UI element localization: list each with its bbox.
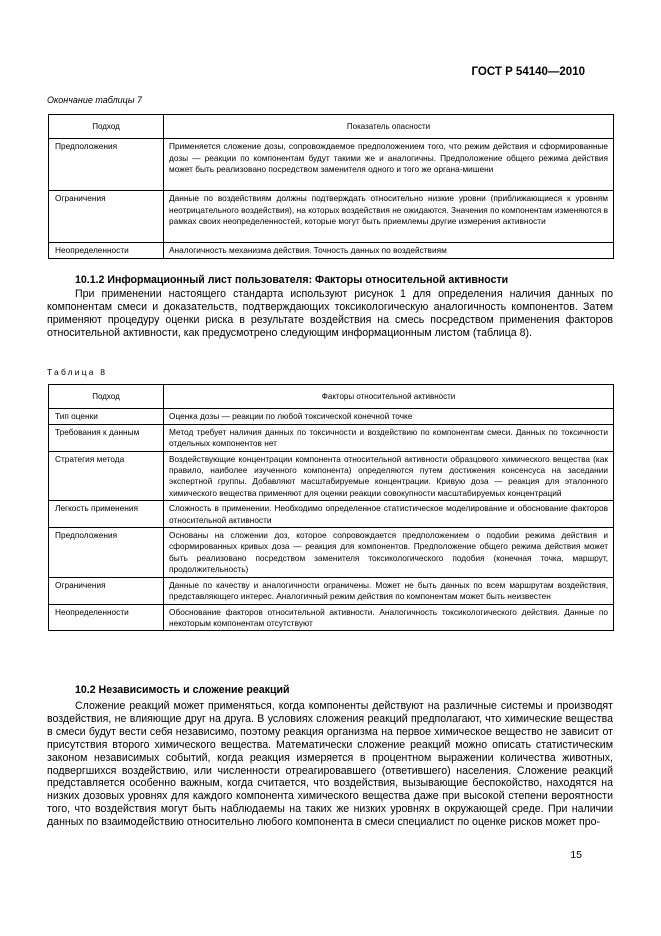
row-approach: Стратегия метода <box>49 451 164 501</box>
table7-caption: Окончание таблицы 7 <box>47 95 142 105</box>
row-approach: Тип оценки <box>49 409 164 424</box>
table-row <box>49 243 614 258</box>
row-text: Воздействующие концентрации компонента относительной активности образцового химического вещества (как правило, наиболее изученного компонента) определяются путем достижения консенсуса на заседании экспертной группы. Добавляют масштабируемые концентрации. Кривую доза — реакция для эталонного химического вещества применяют для оценки реакции совокупности масштабируемых концентраций <box>164 451 614 501</box>
document-code: ГОСТ Р 54140—2010 <box>471 66 585 78</box>
row-text: Данные по качеству и аналогичности ограничены. Может не быть данных по всем маршрутам воздействия, представляющего интерес. Аналогичный режим действия по компонентам может быть неизвестен <box>164 577 614 604</box>
table-header-row <box>49 385 614 409</box>
section-paragraph-10-2: Сложение реакций может применяться, когда компоненты действуют на различные системы и производят воздействия, не влияющие друг на друга. В условиях сложения реакций предполагают, что химические вещества в смеси будут вести себя независимо, поэтому реакция организма на первое химическое вещество не зависит от присутствия второго химического вещества. Математически сложение реакций можно описать статистическим законом независимых событий, когда реакция измеряется в процентном выражении количества животных, подвергшихся воздействию, или численности отреагировавшего (ответившего) населения. Сложение реакций представляется особенно важным, когда считается, что воздействия, вызывающие беспокойство, находятся на низких дозовых уровнях для каждого компонента химического вещества даже при высокой степени вероятности того, что воздействия могут быть наблюдаемы на таких же низких уровнях в окружающей среде. При наличии данных по взаимодействию относительно любого компонента в смеси специалист по оценке рисков может про- <box>47 700 613 829</box>
table-row <box>49 604 614 631</box>
table-7 <box>48 114 614 259</box>
row-text: Обоснование факторов относительной активности. Аналогичность токсикологического действия. Данные по некоторым компонентам отсутствуют <box>164 604 614 631</box>
table-row <box>49 451 614 501</box>
row-approach: Ограничения <box>49 191 164 243</box>
table-row <box>49 409 614 424</box>
row-approach: Требования к данным <box>49 424 164 451</box>
row-approach: Неопределенности <box>49 604 164 631</box>
row-text: Оценка дозы — реакции по любой токсической конечной точке <box>164 409 614 424</box>
row-text: Метод требует наличия данных по токсичности и воздействию по компонентам смеси. Данных по токсичности отдельных компонентов нет <box>164 424 614 451</box>
table-row <box>49 501 614 528</box>
table-header-row <box>49 115 614 139</box>
row-text: Сложность в применении. Необходимо определенное статистическое моделирование и обоснование факторов относительной активности <box>164 501 614 528</box>
row-approach: Неопределенности <box>49 243 164 258</box>
section-heading-10-1-2: 10.1.2 Информационный лист пользователя: Факторы относительной активности <box>75 274 509 286</box>
row-text: Применяется сложение дозы, сопровождаемое предположением того, что режим действия и сформированные дозы — реакции по компонентам будут такими же и аналогичны. Предположение общего режима действия может быть реализовано посредством заменителя одного и того же органа-мишени <box>164 139 614 191</box>
row-approach: Предположения <box>49 139 164 191</box>
table-row <box>49 528 614 578</box>
row-approach: Легкость применения <box>49 501 164 528</box>
table8-caption: Таблица 8 <box>47 367 108 377</box>
column-header-relative-potency: Факторы относительной активности <box>164 385 614 409</box>
page-number: 15 <box>570 849 582 861</box>
table-8 <box>48 384 614 631</box>
table-row <box>49 424 614 451</box>
row-approach: Ограничения <box>49 577 164 604</box>
column-header-approach: Подход <box>49 385 164 409</box>
table-row <box>49 191 614 243</box>
table-row <box>49 139 614 191</box>
column-header-approach: Подход <box>49 115 164 139</box>
row-text: Данные по воздействиям должны подтверждать относительно низкие уровни (приближающиеся к уровням неотрицательного воздействия), на которых воздействия не ожидаются. Значения по компонентам изменяются в рамках своих неопределенностей, которые могут быть приемлемы другие измерения активности <box>164 191 614 243</box>
table-row <box>49 577 614 604</box>
row-approach: Предположения <box>49 528 164 578</box>
row-text: Аналогичность механизма действия. Точность данных по воздействиям <box>164 243 614 258</box>
section-heading-10-2: 10.2 Независимость и сложение реакций <box>75 684 290 696</box>
column-header-hazard-indicator: Показатель опасности <box>164 115 614 139</box>
row-text: Основаны на сложении доз, которое сопровождается предположением о подобии режима действия и сформированных кривых доза — реакция для компонентов. Предположение общего режима действия может быть реализовано посредством заменителя токсикологического подобия (конечная точка, маршрут, продолжительность) <box>164 528 614 578</box>
section-paragraph-10-1-2: При применении настоящего стандарта используют рисунок 1 для определения наличия данных по компонентам смеси и доказательств, подтверждающих токсикологическую аналогичность компонентов. Затем применяют процедуру оценки риска в результате воздействия на смесь посредством применения факторов относительной активности, как предусмотрено следующим информационным листом (таблица 8). <box>47 288 613 339</box>
